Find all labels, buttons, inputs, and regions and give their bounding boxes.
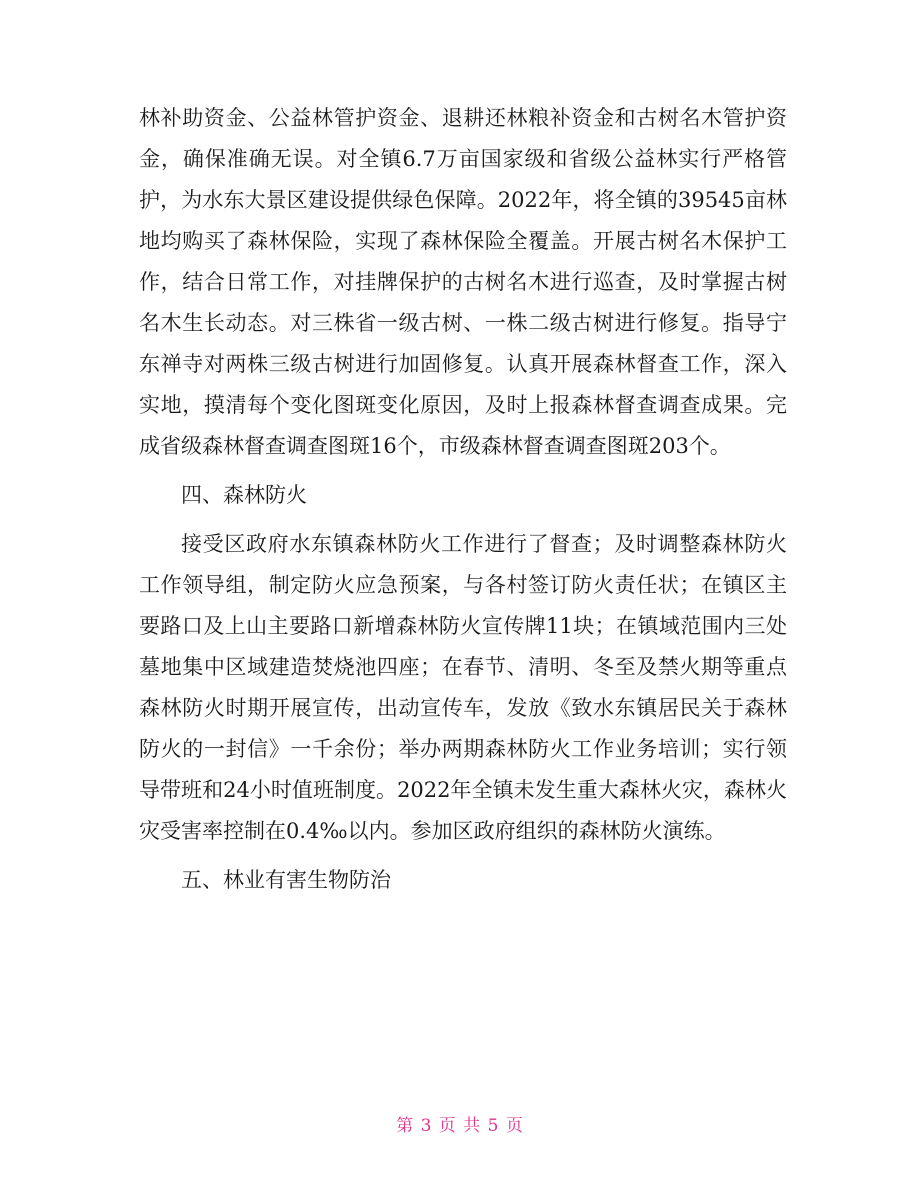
- paragraph-forest-protection: 林补助资金、公益林管护资金、退耕还林粮补资金和古树名木管护资金，确保准确无误。对全镇6.7万亩国家级和省级公益林实行严格管护，为水东大景区建设提供绿色保障。2022年，将全镇的39545亩林地均购买了森林保险，实现了森林保险全覆盖。开展古树名木保护工作，结合日常工作，对挂牌保护的古树名木进行巡查，及时掌握古树名木生长动态。对三株省一级古树、一株二级古树进行修复。指导宁东禅寺对两株三级古树进行加固修复。认真开展森林督查工作，深入实地，摸清每个变化图斑变化原因，及时上报森林督查调查成果。完成省级森林督查调查图斑16个，市级森林督查调查图斑203个。: [139, 106, 787, 458]
- page-number-footer: 第 3 页 共 5 页: [396, 1116, 524, 1136]
- paragraph-fire-prevention: 接受区政府水东镇森林防火工作进行了督查；及时调整森林防火工作领导组，制定防火应急预案，与各村签订防火责任状；在镇区主要路口及上山主要路口新增森林防火宣传牌11块；在镇域范围内三处墓地集中区域建造焚烧池四座；在春节、清明、冬至及禁火期等重点森林防火时期开展宣传，出动宣传车，发放《致水东镇居民关于森林防火的一封信》一千余份；举办两期森林防火工作业务培训；实行领导带班和24小时值班制度。2022年全镇未发生重大森林火灾，森林火灾受害率控制在0.4‰以内。参加区政府组织的森林防火演练。: [139, 532, 787, 843]
- section-heading-fire-prevention: 四、森林防火: [181, 483, 307, 507]
- document-body: [139, 98, 787, 909]
- section-heading-pest-control: 五、林业有害生物防治: [181, 868, 391, 892]
